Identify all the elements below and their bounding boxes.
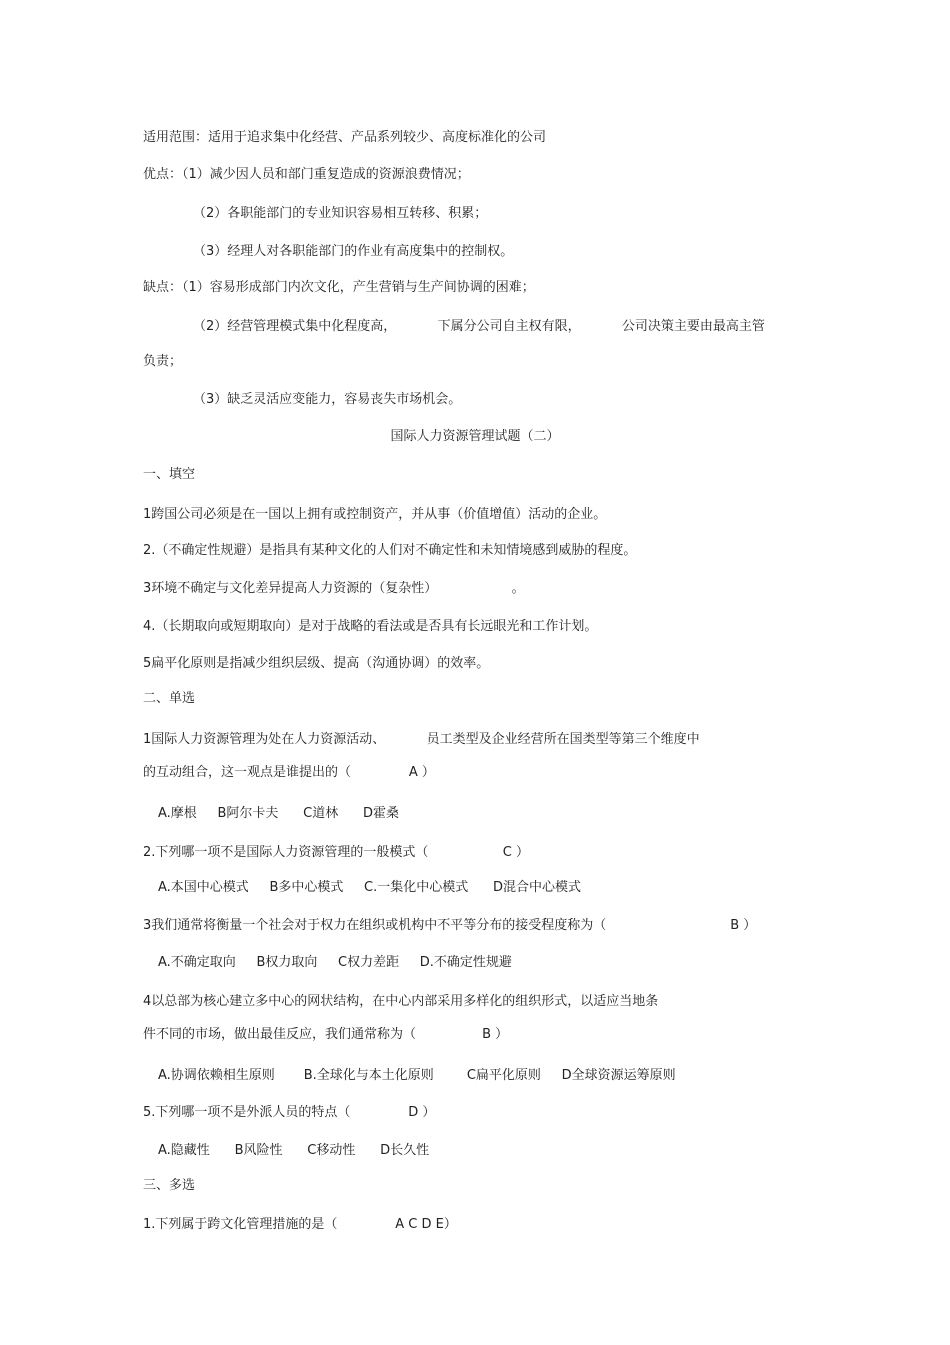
advantage-1: 优点：（1）减少因人员和部门重复造成的资源浪费情况； [143,167,470,182]
single-q1-options: A.摩根 B阿尔卡夫 C道林 D霍桑 [158,806,400,821]
advantage-3: （3）经理人对各职能部门的作业有高度集中的控制权。 [193,244,514,259]
single-q4-cont: 件不同的市场，做出最佳反应，我们通常称为（ B ） [143,1027,509,1042]
single-q5-options: A.隐藏性 B风险性 C移动性 D长久性 [158,1143,430,1158]
single-q3-options: A.不确定取向 B权力取向 C权力差距 D.不确定性规避 [158,955,512,970]
fill-q3: 3环境不确定与文化差异提高人力资源的（复杂性） 。 [143,581,525,596]
section-fill-blank: 一、填空 [143,467,196,482]
single-q1-cont: 的互动组合，这一观点是谁提出的（ A ） [143,765,435,780]
fill-q5: 5扁平化原则是指减少组织层级、提高（沟通协调）的效率。 [143,656,490,671]
fill-q2: 2.（不确定性规避）是指具有某种文化的人们对不确定性和未知情境感到威胁的程度。 [143,543,637,558]
disadvantage-3: （3）缺乏灵活应变能力，容易丧失市场机会。 [193,392,462,407]
exam-title: 国际人力资源管理试题（二） [390,429,560,444]
advantage-2: （2）各职能部门的专业知识容易相互转移、积累； [193,206,488,221]
single-q4: 4以总部为核心建立多中心的网状结构，在中心内部采用多样化的组织形式，以适应当地条 [143,994,659,1009]
section-single-choice: 二、单选 [143,691,196,706]
single-q1: 1国际人力资源管理为处在人力资源活动、 员工类型及企业经营所在国类型等第三个维度中 [143,732,700,747]
single-q2-options: A.本国中心模式 B多中心模式 C.一集化中心模式 D混合中心模式 [158,880,582,895]
fill-q1: 1跨国公司必须是在一国以上拥有或控制资产，并从事（价值增值）活动的企业。 [143,507,607,522]
disadvantage-1: 缺点：（1）容易形成部门内次文化，产生营销与生产间协调的困难； [143,280,535,295]
scope-line: 适用范围：适用于追求集中化经营、产品系列较少、高度标准化的公司 [143,130,547,145]
single-q3: 3我们通常将衡量一个社会对于权力在组织或机构中不平等分布的接受程度称为（ B ） [143,918,757,933]
multi-q1: 1.下列属于跨文化管理措施的是（ A C D E） [143,1217,457,1232]
single-q4-options: A.协调依赖相生原则 B.全球化与本土化原则 C扁平化原则 D全球资源运筹原则 [158,1068,676,1083]
single-q2: 2.下列哪一项不是国际人力资源管理的一般模式（ C ） [143,845,529,860]
section-multi-choice: 三、多选 [143,1178,196,1193]
disadvantage-2: （2）经营管理模式集中化程度高， 下属分公司自主权有限， 公司决策主要由最高主管 [193,319,765,334]
fill-q4: 4.（长期取向或短期取向）是对于战略的看法或是否具有长远眼光和工作计划。 [143,619,598,634]
single-q5: 5.下列哪一项不是外派人员的特点（ D ） [143,1105,436,1120]
disadvantage-2-cont: 负责； [143,354,183,369]
